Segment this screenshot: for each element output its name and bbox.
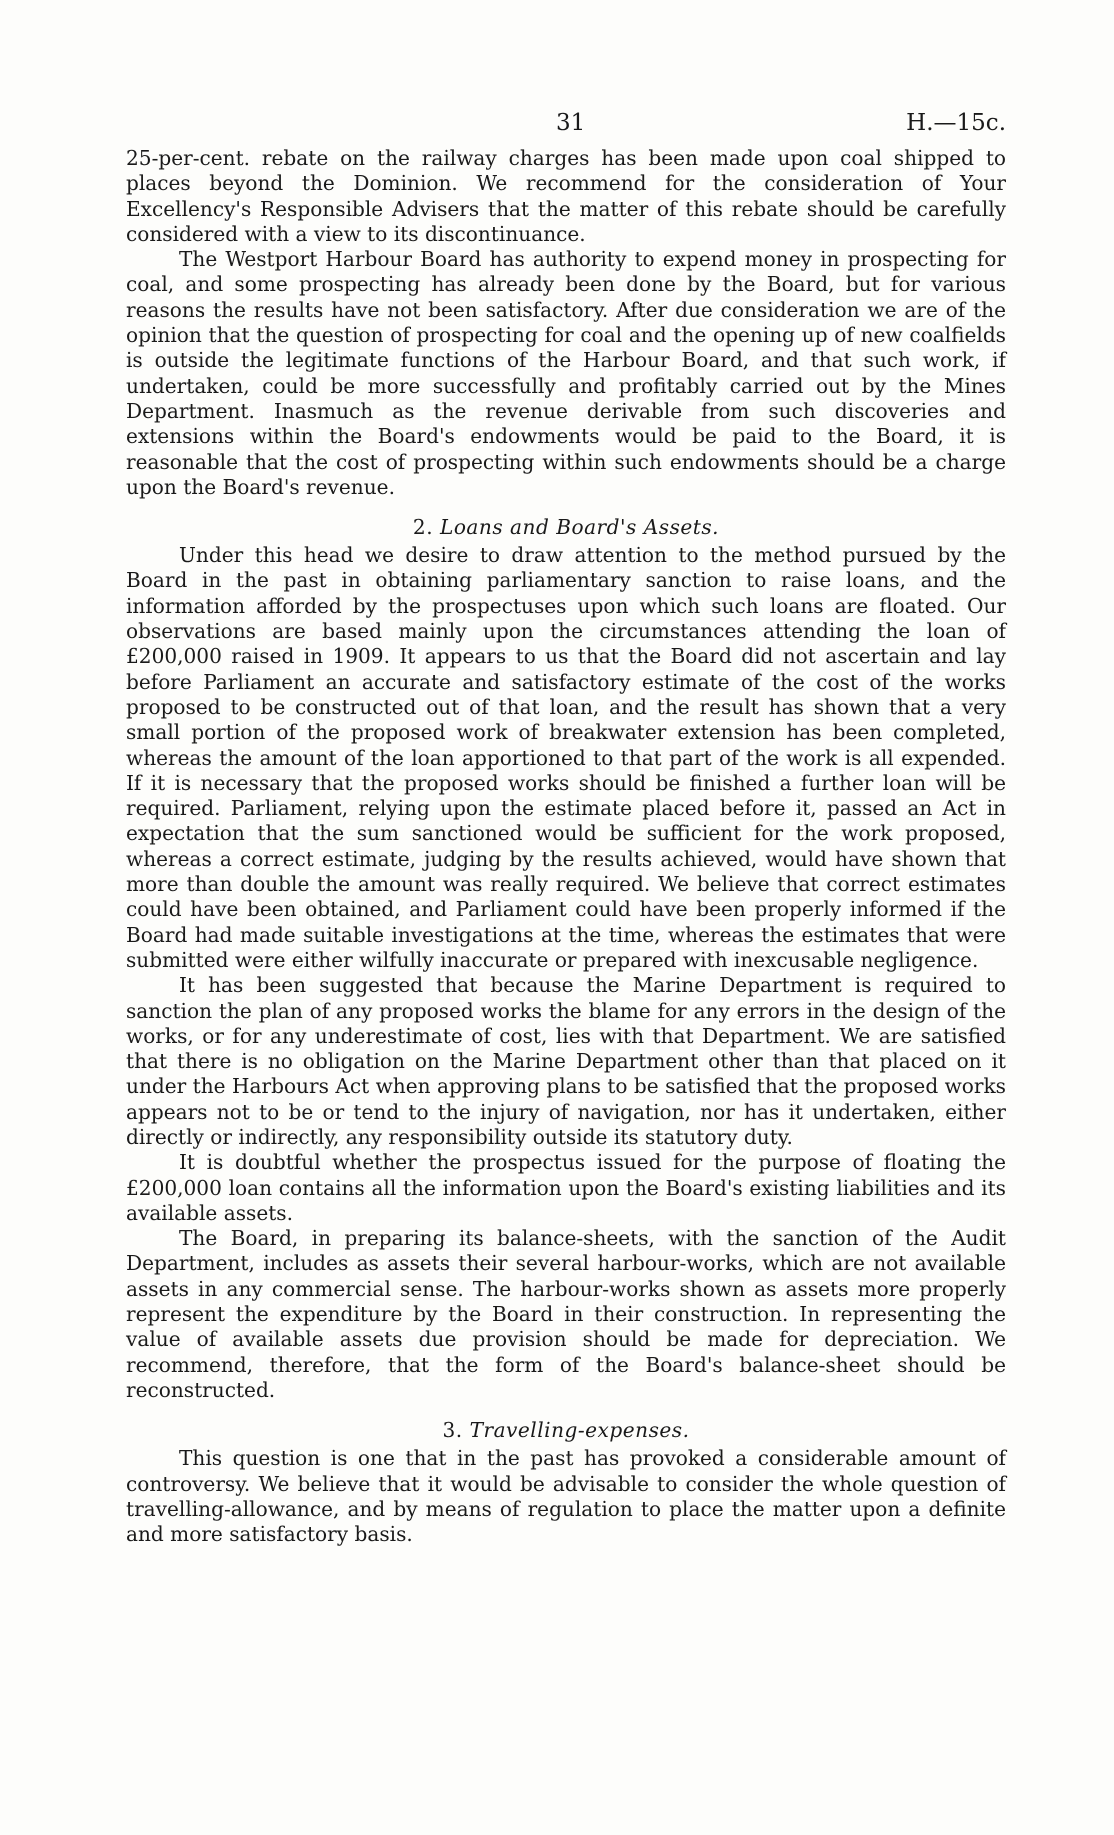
section-title: Loans and Board's Assets. [439, 515, 720, 540]
paragraph: 25-per-cent. rebate on the railway charges has been made upon coal shipped to places beyond the Dominion. We recommend for the consideration of Your Excellency's Responsible Advisers that the matter of this rebate should be carefully considered with a view to its discontinuance. [126, 146, 1006, 246]
section-title: Travelling-expenses. [469, 1418, 690, 1443]
paragraph: It has been suggested that because the Marine Department is required to sanction the plan of any proposed works the blame for any errors in the design of the works, or for any underestimate of cost, lies with that Department. We are satisfied that there is no obligation on the Marine Department other than that placed on it under the Harbours Act when approving plans to be satisfied that the proposed works appears not to be or tend to the injury of navigation, nor has it undertaken, either directly or indirectly, any responsibility outside its statutory duty. [126, 973, 1006, 1149]
paragraph: This question is one that in the past has provoked a considerable amount of controversy. We believe that it would be advisable to consider the whole question of travelling-allowance, and by means of regulation to place the matter upon a definite and more satisfactory basis. [126, 1446, 1006, 1547]
section-number: 3. [442, 1418, 463, 1443]
report-body [126, 146, 1006, 1547]
document-reference: H.—15c. [906, 110, 1006, 136]
paragraph: It is doubtful whether the prospectus issued for the purpose of floating the £200,000 loan contains all the information upon the Board's existing liabilities and its available assets. [126, 1150, 1006, 1225]
section-heading [126, 515, 1006, 540]
page-number: 31 [556, 110, 586, 136]
section-number: 2. [412, 515, 434, 540]
document-page [126, 110, 1006, 1547]
paragraph: Under this head we desire to draw attention to the method pursued by the Board in the past in obtaining parliamentary sanction to raise loans, and the information afforded by the prospectuses upon which such loans are floated. Our observations are based mainly upon the circumstances attending the loan of £200,000 raised in 1909. It appears to us that the Board did not ascertain and lay before Parliament an accurate and satisfactory estimate of the cost of the works proposed to be constructed out of that loan, and the result has shown that a very small portion of the proposed work of breakwater extension has been completed, whereas the amount of the loan apportioned to that part of the work is all expended. If it is necessary that the proposed works should be finished a further loan will be required. Parliament, relying upon the estimate placed before it, passed an Act in expectation that the sum sanctioned would be sufficient for the work proposed, whereas a correct estimate, judging by the results achieved, would have shown that more than double the amount was really required. We believe that correct estimates could have been obtained, and Parliament could have been properly informed if the Board had made suitable investigations at the time, whereas the estimates that were submitted were either wilfully inaccurate or prepared with inexcusable negligence. [126, 543, 1006, 972]
section-heading [126, 1418, 1006, 1443]
paragraph: The Board, in preparing its balance-sheets, with the sanction of the Audit Department, includes as assets their several harbour-works, which are not available assets in any commercial sense. The harbour-works shown as assets more properly represent the expenditure by the Board in their construction. In representing the value of available assets due provision should be made for depreciation. We recommend, therefore, that the form of the Board's balance-sheet should be reconstructed. [126, 1226, 1006, 1402]
paragraph: The Westport Harbour Board has authority to expend money in prospecting for coal, and some prospecting has already been done by the Board, but for various reasons the results have not been satisfactory. After due consideration we are of the opinion that the question of prospecting for coal and the opening up of new coalfields is outside the legitimate functions of the Harbour Board, and that such work, if undertaken, could be more successfully and profitably carried out by the Mines Department. Inasmuch as the revenue derivable from such discoveries and extensions within the Board's endowments would be paid to the Board, it is reasonable that the cost of prospecting within such endowments should be a charge upon the Board's revenue. [126, 247, 1006, 499]
page-header [126, 110, 1006, 146]
